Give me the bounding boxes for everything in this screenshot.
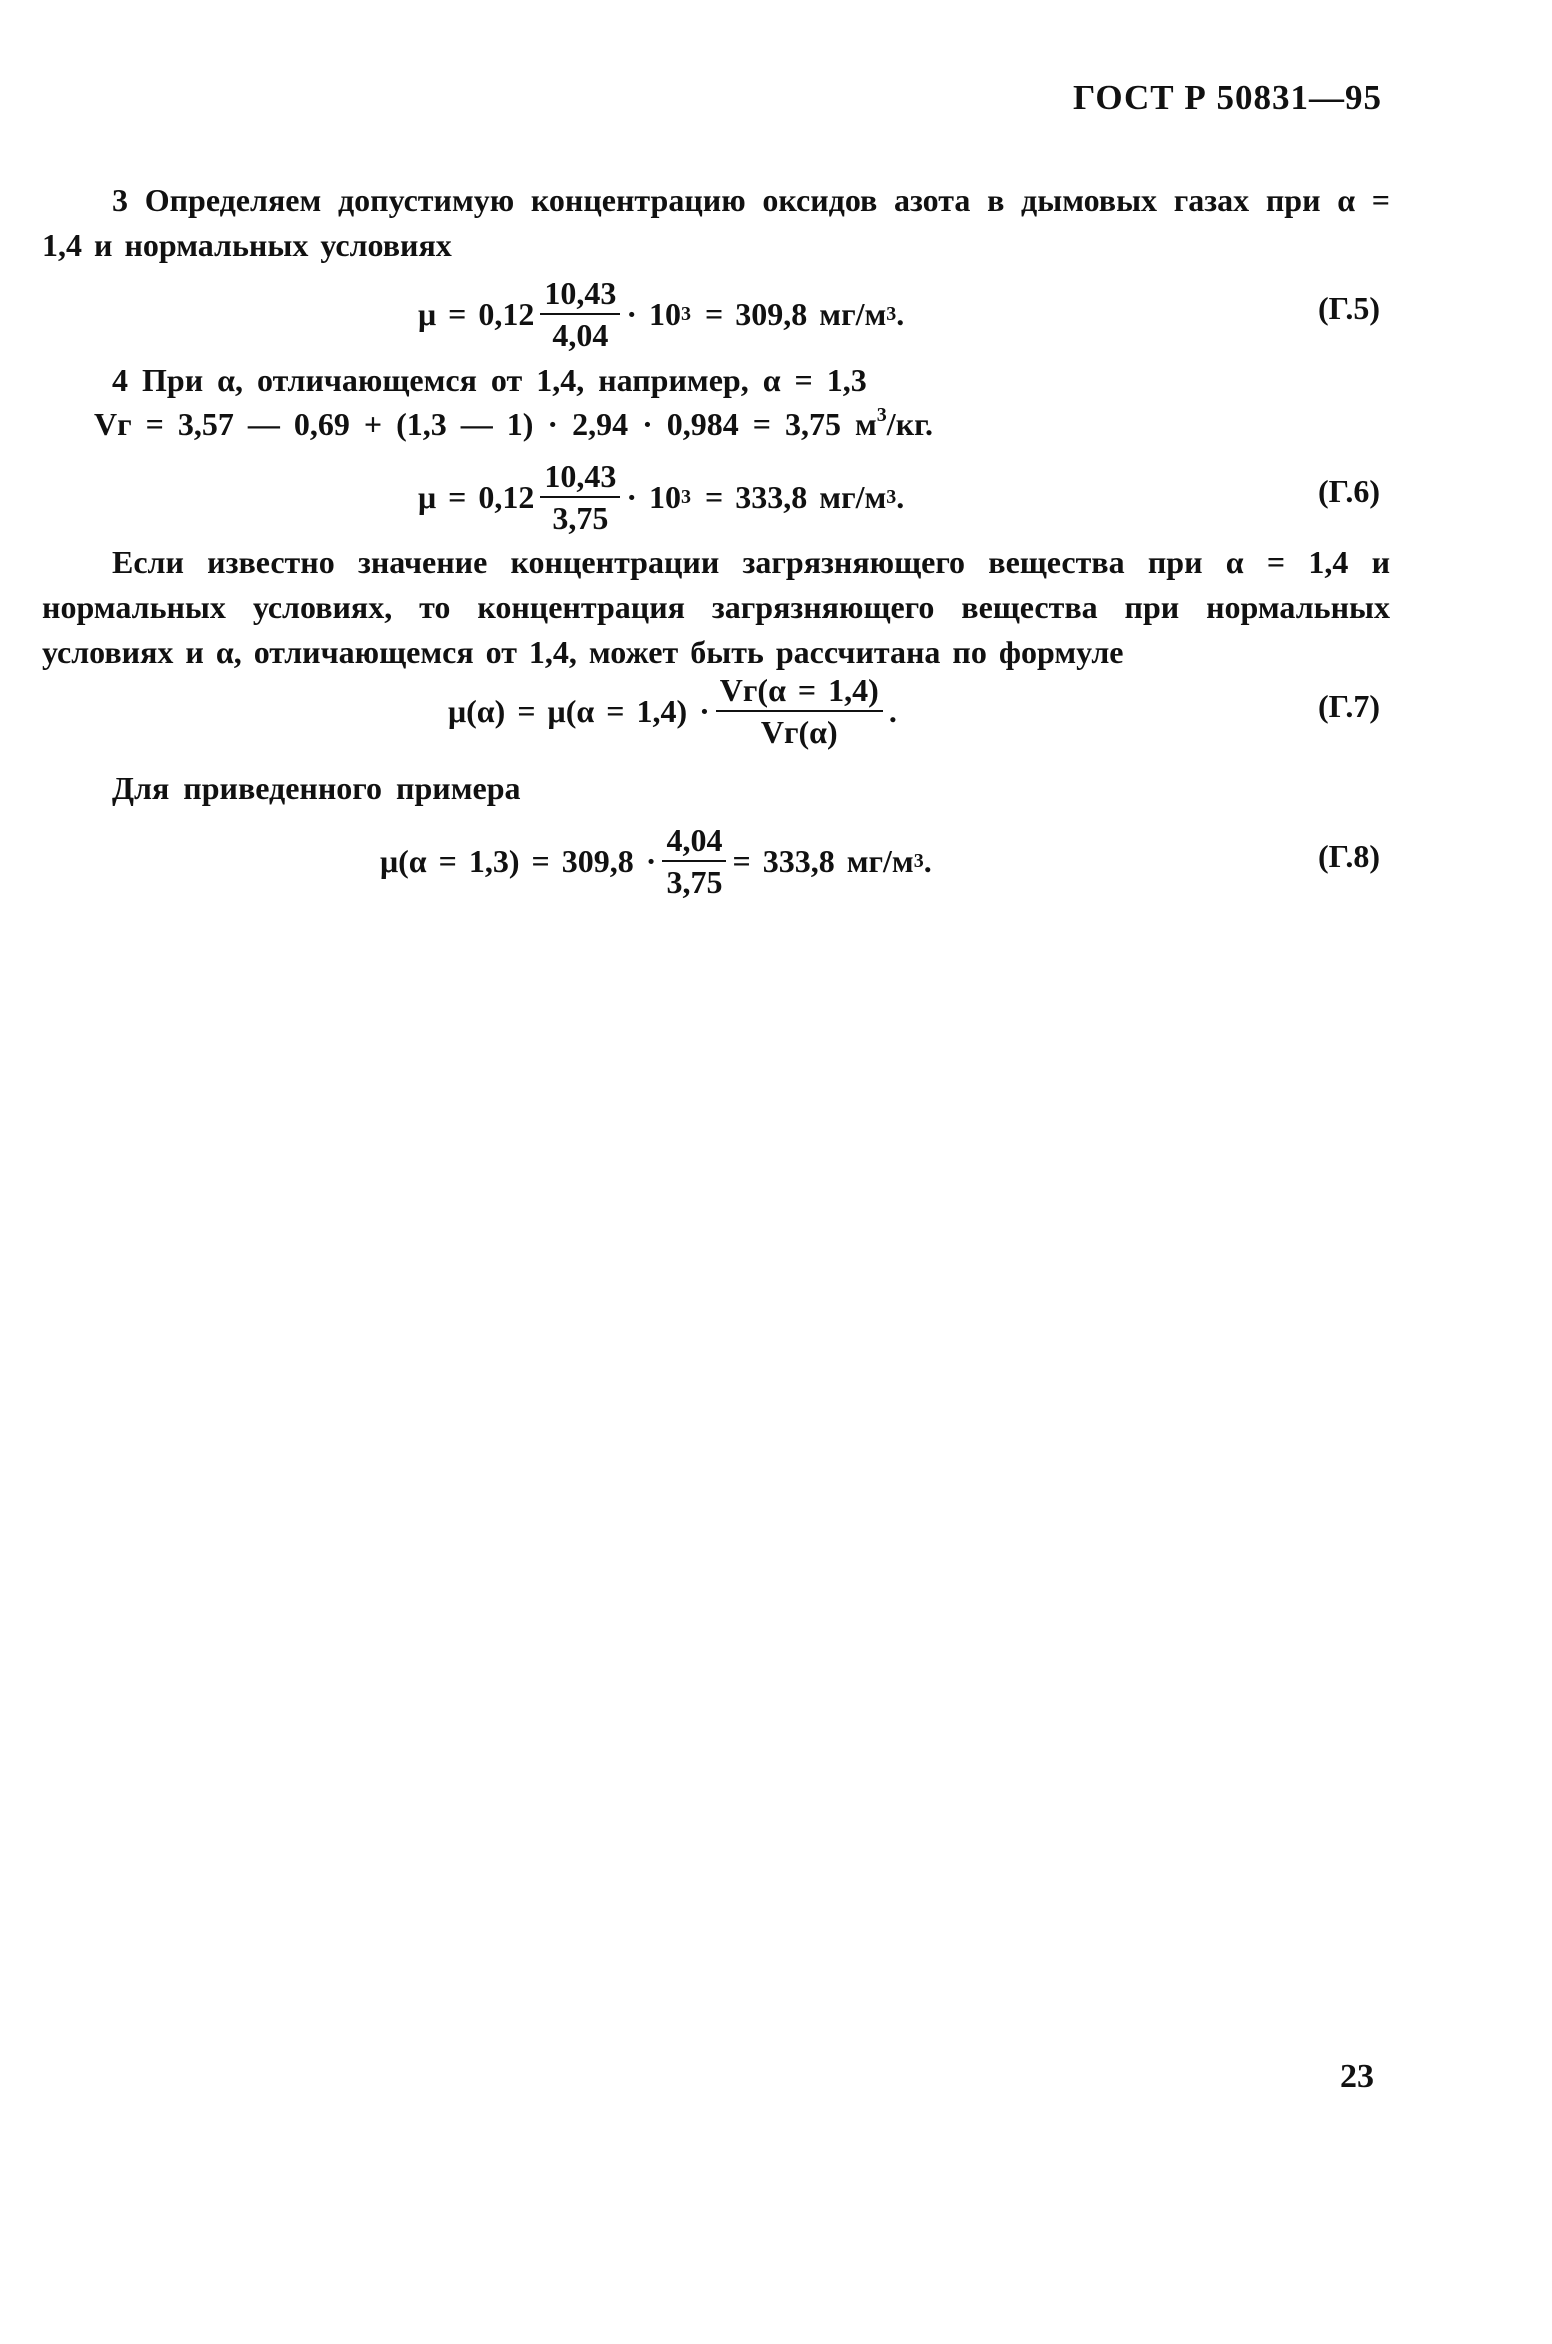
equation-number-g8: (Г.8) [1317, 838, 1380, 874]
formula-g5-fraction [540, 275, 620, 353]
formula-g5-tail: . [896, 295, 905, 332]
formula-g7-tail: . [888, 692, 897, 729]
formula-g5: μ = 0,12 $\frac{10,43}{4,04}$ · 10 3 = 309,8 мг/м 3 . [418, 275, 905, 353]
formula-g6: μ = 0,12 $\frac{10,43}{3,75}$ · 10 3 = 333,8 мг/м 3 . [418, 458, 905, 536]
equation-number-g7: (Г.7) [1317, 688, 1380, 724]
paragraph-step-3: 3 Определяем допустимую концентрацию оксидов азота в дымовых газах при α = 1,4 и нормальных условиях [42, 182, 1390, 263]
formula-g6-result: = 333,8 мг/м [705, 478, 887, 515]
formula-g6-mult: · 10 [626, 478, 682, 515]
document-header: ГОСТ Р 50831—95 [1072, 78, 1382, 117]
formula-g7 [448, 672, 897, 750]
equation-number-g6: (Г.6) [1317, 473, 1380, 509]
formula-g6-numerator: 10,43 [540, 458, 620, 498]
formula-g8-tail: . [923, 842, 932, 879]
formula-g7-lhs: μ(α) = μ(α = 1,4) · [448, 692, 710, 729]
page-number: 23 [1340, 2058, 1374, 2095]
example-intro-line: Для приведенного примера [112, 770, 521, 806]
formula-g6-fraction [540, 458, 620, 536]
volume-calc-tail: /кг. [886, 406, 934, 442]
formula-g8-result: = 333,8 мг/м [732, 842, 914, 879]
formula-g8-denominator: 3,75 [666, 864, 723, 900]
volume-calc-line [94, 406, 933, 443]
volume-calc-text: Vг = 3,57 — 0,69 + (1,3 — 1) · 2,94 · 0,984 = 3,75 м [94, 406, 877, 442]
volume-calc-exp: 3 [876, 404, 887, 426]
formula-g7-numerator: Vг(α = 1,4) [716, 672, 883, 712]
formula-g5-numerator: 10,43 [540, 275, 620, 315]
formula-g8-fraction [662, 822, 726, 900]
equation-number-g5: (Г.5) [1317, 290, 1380, 326]
formula-g5-result: = 309,8 мг/м [705, 295, 887, 332]
formula-g8-numerator: 4,04 [662, 822, 726, 862]
formula-g5-lhs: μ = 0,12 [418, 295, 535, 332]
formula-g8: μ(α = 1,3) = 309,8 · $\frac{4,04}{3,75}$ = 333,8 мг/м 3 . [380, 822, 932, 900]
formula-g6-denominator: 3,75 [552, 500, 609, 536]
formula-g7-denominator: Vг(α) [760, 714, 838, 750]
formula-g8-lhs: μ(α = 1,3) = 309,8 · [380, 842, 657, 879]
step-4-line: 4 При α, отличающемся от 1,4, например, α = 1,3 [112, 362, 867, 398]
formula-g6-tail: . [896, 478, 905, 515]
paragraph-formula-intro: Если известно значение концентрации загрязняющего вещества при α = 1,4 и нормальных условиях, то концентрация загрязняющего вещества при нормальных условиях и α, отличающемся от 1,4, может быть рассчитана по формуле [42, 544, 1390, 670]
formula-g5-mult: · 10 [626, 295, 682, 332]
formula-g7-fraction [716, 672, 883, 750]
formula-g6-lhs: μ = 0,12 [418, 478, 535, 515]
formula-g5-denominator: 4,04 [552, 317, 609, 353]
